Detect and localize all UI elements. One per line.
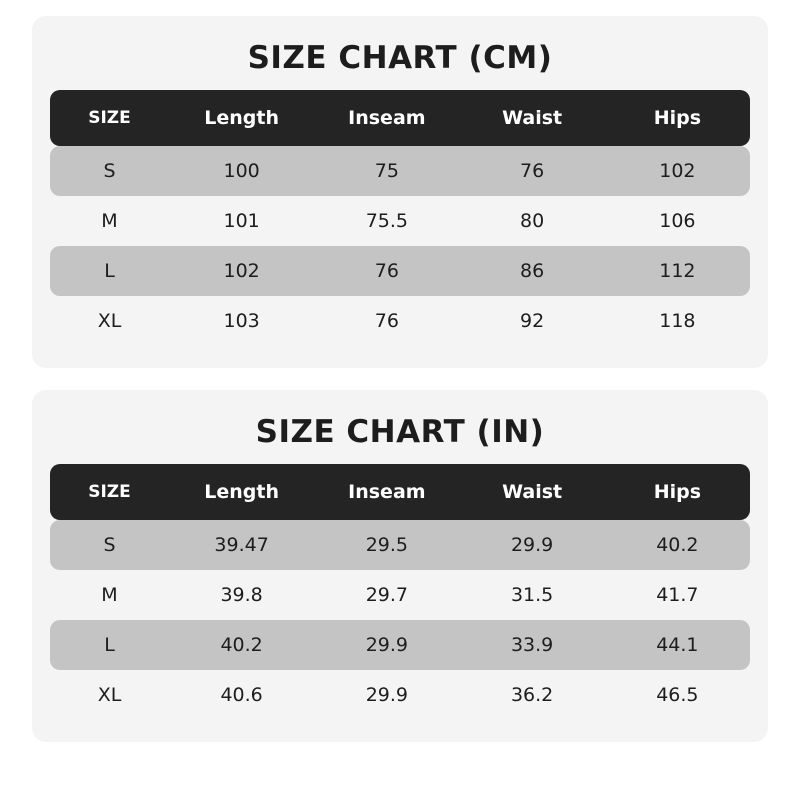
cell-waist: 33.9 — [510, 634, 554, 656]
cell-length: 100 — [223, 160, 260, 182]
cell-inseam: 29.5 — [365, 534, 409, 556]
cell-length: 103 — [223, 310, 260, 332]
table-row — [50, 620, 750, 670]
cell-waist: 31.5 — [510, 584, 554, 606]
table-row — [50, 196, 750, 246]
cell-inseam: 75 — [374, 160, 399, 182]
column-header-size: SIZE — [88, 108, 131, 128]
column-header-length: Length — [204, 107, 279, 129]
table-body-cm — [50, 146, 750, 346]
cell-waist: 80 — [520, 210, 545, 232]
cell-size: L — [104, 634, 115, 656]
page-title-in: SIZE CHART (IN) — [255, 414, 545, 450]
cell-size: L — [104, 260, 115, 282]
cell-hips: 44.1 — [656, 634, 699, 656]
cell-hips: 118 — [659, 310, 696, 332]
size-chart-panel-in — [32, 390, 768, 742]
cell-hips: 112 — [659, 260, 696, 282]
cell-hips: 106 — [659, 210, 696, 232]
cell-inseam: 76 — [374, 260, 399, 282]
cell-waist: 92 — [520, 310, 545, 332]
table-row — [50, 246, 750, 296]
column-header-inseam: Inseam — [348, 107, 426, 129]
cell-size: XL — [97, 310, 122, 332]
cell-length: 102 — [223, 260, 260, 282]
cell-size: M — [101, 210, 118, 232]
column-header-inseam: Inseam — [348, 481, 426, 503]
table-row — [50, 570, 750, 620]
table-row — [50, 146, 750, 196]
cell-size: M — [101, 584, 118, 606]
cell-length: 39.47 — [214, 534, 269, 556]
table-head-in — [50, 464, 750, 520]
column-header-hips: Hips — [653, 481, 702, 503]
size-table-cm — [50, 90, 750, 346]
cell-inseam: 75.5 — [365, 210, 409, 232]
table-row — [50, 670, 750, 720]
cell-waist: 29.9 — [510, 534, 554, 556]
size-table-in — [50, 464, 750, 720]
cell-hips: 102 — [659, 160, 696, 182]
column-header-waist: Waist — [502, 481, 563, 503]
cell-hips: 46.5 — [656, 684, 699, 706]
column-header-length: Length — [204, 481, 279, 503]
cell-inseam: 29.9 — [365, 684, 409, 706]
cell-length: 101 — [223, 210, 260, 232]
column-header-hips: Hips — [653, 107, 702, 129]
table-body-in — [50, 520, 750, 720]
size-chart-panel-cm — [32, 16, 768, 368]
page-title-cm: SIZE CHART (CM) — [247, 40, 553, 76]
column-header-size: SIZE — [88, 482, 131, 502]
cell-length: 40.6 — [220, 684, 263, 706]
table-header-row — [50, 90, 750, 146]
cell-size: S — [103, 534, 116, 556]
cell-hips: 41.7 — [656, 584, 699, 606]
table-head-cm — [50, 90, 750, 146]
cell-length: 40.2 — [220, 634, 263, 656]
table-header-row — [50, 464, 750, 520]
cell-inseam: 76 — [374, 310, 399, 332]
cell-inseam: 29.9 — [365, 634, 409, 656]
cell-inseam: 29.7 — [365, 584, 409, 606]
cell-waist: 86 — [520, 260, 545, 282]
column-header-waist: Waist — [502, 107, 563, 129]
table-row — [50, 520, 750, 570]
cell-size: S — [103, 160, 116, 182]
cell-waist: 76 — [520, 160, 545, 182]
cell-size: XL — [97, 684, 122, 706]
cell-hips: 40.2 — [656, 534, 699, 556]
table-row — [50, 296, 750, 346]
cell-length: 39.8 — [220, 584, 263, 606]
cell-waist: 36.2 — [510, 684, 554, 706]
